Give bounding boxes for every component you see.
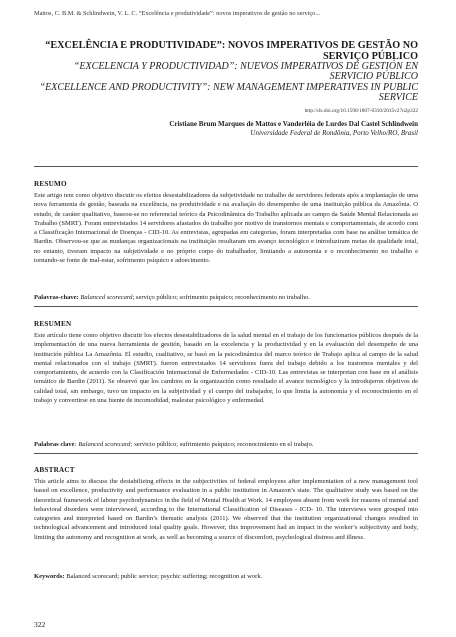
affiliation: Universidade Federal de Rondônia, Porto Velho/RO, Brasil [250, 128, 418, 137]
resumo-body: Este artigo tem como objetivo discutir os efeitos desestabilizadores da subjetividade no trabalho de servidores federais após a implantação de uma nova ferramenta de gestão, baseada na excelência, na produtividade e na avaliação do desempenho de uma instituição pública da Amazônia. O estudo, de caráter qualitativo, baseou-se no referencial teórico da Psicodinâmica do Trabalho aplicada ao campo da Saúde Mental Relacionada ao Trabalho (SMRT). Foram entrevistados 14 servidores afastados do trabalho por motivo de transtornos mentais e comportamentais, de acordo com a Classificação Internacional de Doenças - CID-10. As entrevistas, agrupadas em categorias, foram interpretadas com base na análise temática de Bardin. Observou-se que as mudanças organizacionais na instituição resultaram em avanço tecnológico e introduziram metas de qualidade total, no entanto, tiveram impacto na subjetividade e no próprio corpo do trabalhador, limitando a autonomia e o reconhecimento no trabalho e tornando-se fonte de mal-estar, sofrimento psíquico e adoecimento. [34, 192, 418, 265]
abstract-heading: ABSTRACT [34, 466, 75, 474]
resumen-heading: RESUMEN [34, 320, 72, 328]
resumen-body: Este artículo tiene como objetivo discutir los efectos desestabilizadores de la salud mental en el trabajo de los funcionarios públicos después de la implementación de una nueva herramienta de gestión, basado en la excelencia y la productividad y en la evaluación del desempeño de una institución pública La Amazônia. El estudio, cualitativo, se basó en la psicodinámica del marco teórico de Trabajo aplica al campo de la salud mental relacionados con el trabajo (SMRT). fueron entrevistados 14 servidores fuera del trabajo debido a los trastornos mentales y del comportamiento, de acuerdo con la Clasificación Internacional de Enfermedades - CID-10. Las entrevistas se interpretan con base en el análisis temático de Bardin (2011). Se observó que los cambios en la organización como resultado el avance tecnológico y la introdujeron objetivos de calidad total, sin embargo, tuvo un impacto en la subjetividad y el cuerpo del trabajador, lo que limita la autonomía y el reconocimiento en el trabajo y convertirse en una fuente de incomodidad, malestar psicológico y enfermedad. [34, 332, 418, 405]
abstract-body: This article aims to discuss the destabilizing effects in the subjectivities of federal employees after implementation of a new management tool based on excellence, productivity and performance evaluation in a public institution in Amazon’s state. The qualitative study was based on the theoretical framework of labour psychodynamics in the field of Mental Health at Work. 14 employees absent from work for reasons of mental and behavioral disorders were interviewed, according to the International Classification of Diseases - ICD- 10. The interviews were grouped into categories and interpreted based on Bardin’s thematic analysis (2011). We observed that the institution organizational changes resulted in technological advancement and introduced total quality goals. However, this improvement had an impact in the worker’s subjectivity and body, limiting the autonomy and recognition at work, as well as becoming a source of discomfort, psychological distress and illness. [34, 478, 418, 541]
page-number: 322 [34, 620, 46, 629]
divider-resumen [34, 306, 418, 307]
resumo-keywords-label: Palavras-chave: [34, 294, 79, 301]
title-spanish: “EXCELENCIA Y PRODUCTIVIDAD”: NUEVOS IMPERATIVOS DE GESTIÓN EN SERVICIO PÚBLICO [73, 61, 418, 83]
resumen-keywords-italic: : Balanced scorecard; [74, 441, 133, 448]
resumen-keywords-label: Palabras clave [34, 441, 75, 448]
divider-abstract [34, 453, 418, 454]
resumen-keywords-rest: servicio público; sufrimiento psíquico; reconocimiento en el trabajo. [132, 441, 314, 448]
authors: Cristiane Brum Marques de Mattos e Vanderléia de Lurdes Dal Castel Schlindwein [169, 119, 418, 128]
divider-top [34, 166, 418, 167]
running-head: Mattos, C. B.M. & Schlindwein, V. L. C. “Excelência e produtividade”: novos imperativos de gestão no serviço... [34, 10, 321, 17]
title-block [38, 40, 418, 137]
doi-link[interactable]: http://dx.doi.org/10.1590/1807-0310/2015v27n2p322 [304, 107, 418, 114]
resumo-heading: RESUMO [34, 180, 67, 188]
resumo-keywords [34, 293, 418, 302]
abstract-keywords-rest: Balanced scorecard; public service; psychic suffering; recognition at work. [64, 573, 263, 580]
abstract-keywords [34, 572, 418, 581]
resumo-keywords-rest: ; serviço público; sofrimento psíquico; reconhecimento no trabalho. [132, 294, 310, 301]
abstract-keywords-label: Keywords: [34, 573, 65, 580]
title-portuguese: “EXCELÊNCIA E PRODUTIVIDADE”: NOVOS IMPERATIVOS DE GESTÃO NO SERVIÇO PÚBLICO [45, 40, 418, 62]
title-english: “EXCELLENCE AND PRODUCTIVITY”: NEW MANAGEMENT IMPERATIVES IN PUBLIC SERVICE [39, 81, 418, 104]
resumo-keywords-italic: Balanced scorecard [80, 294, 133, 301]
resumen-keywords [34, 440, 418, 449]
